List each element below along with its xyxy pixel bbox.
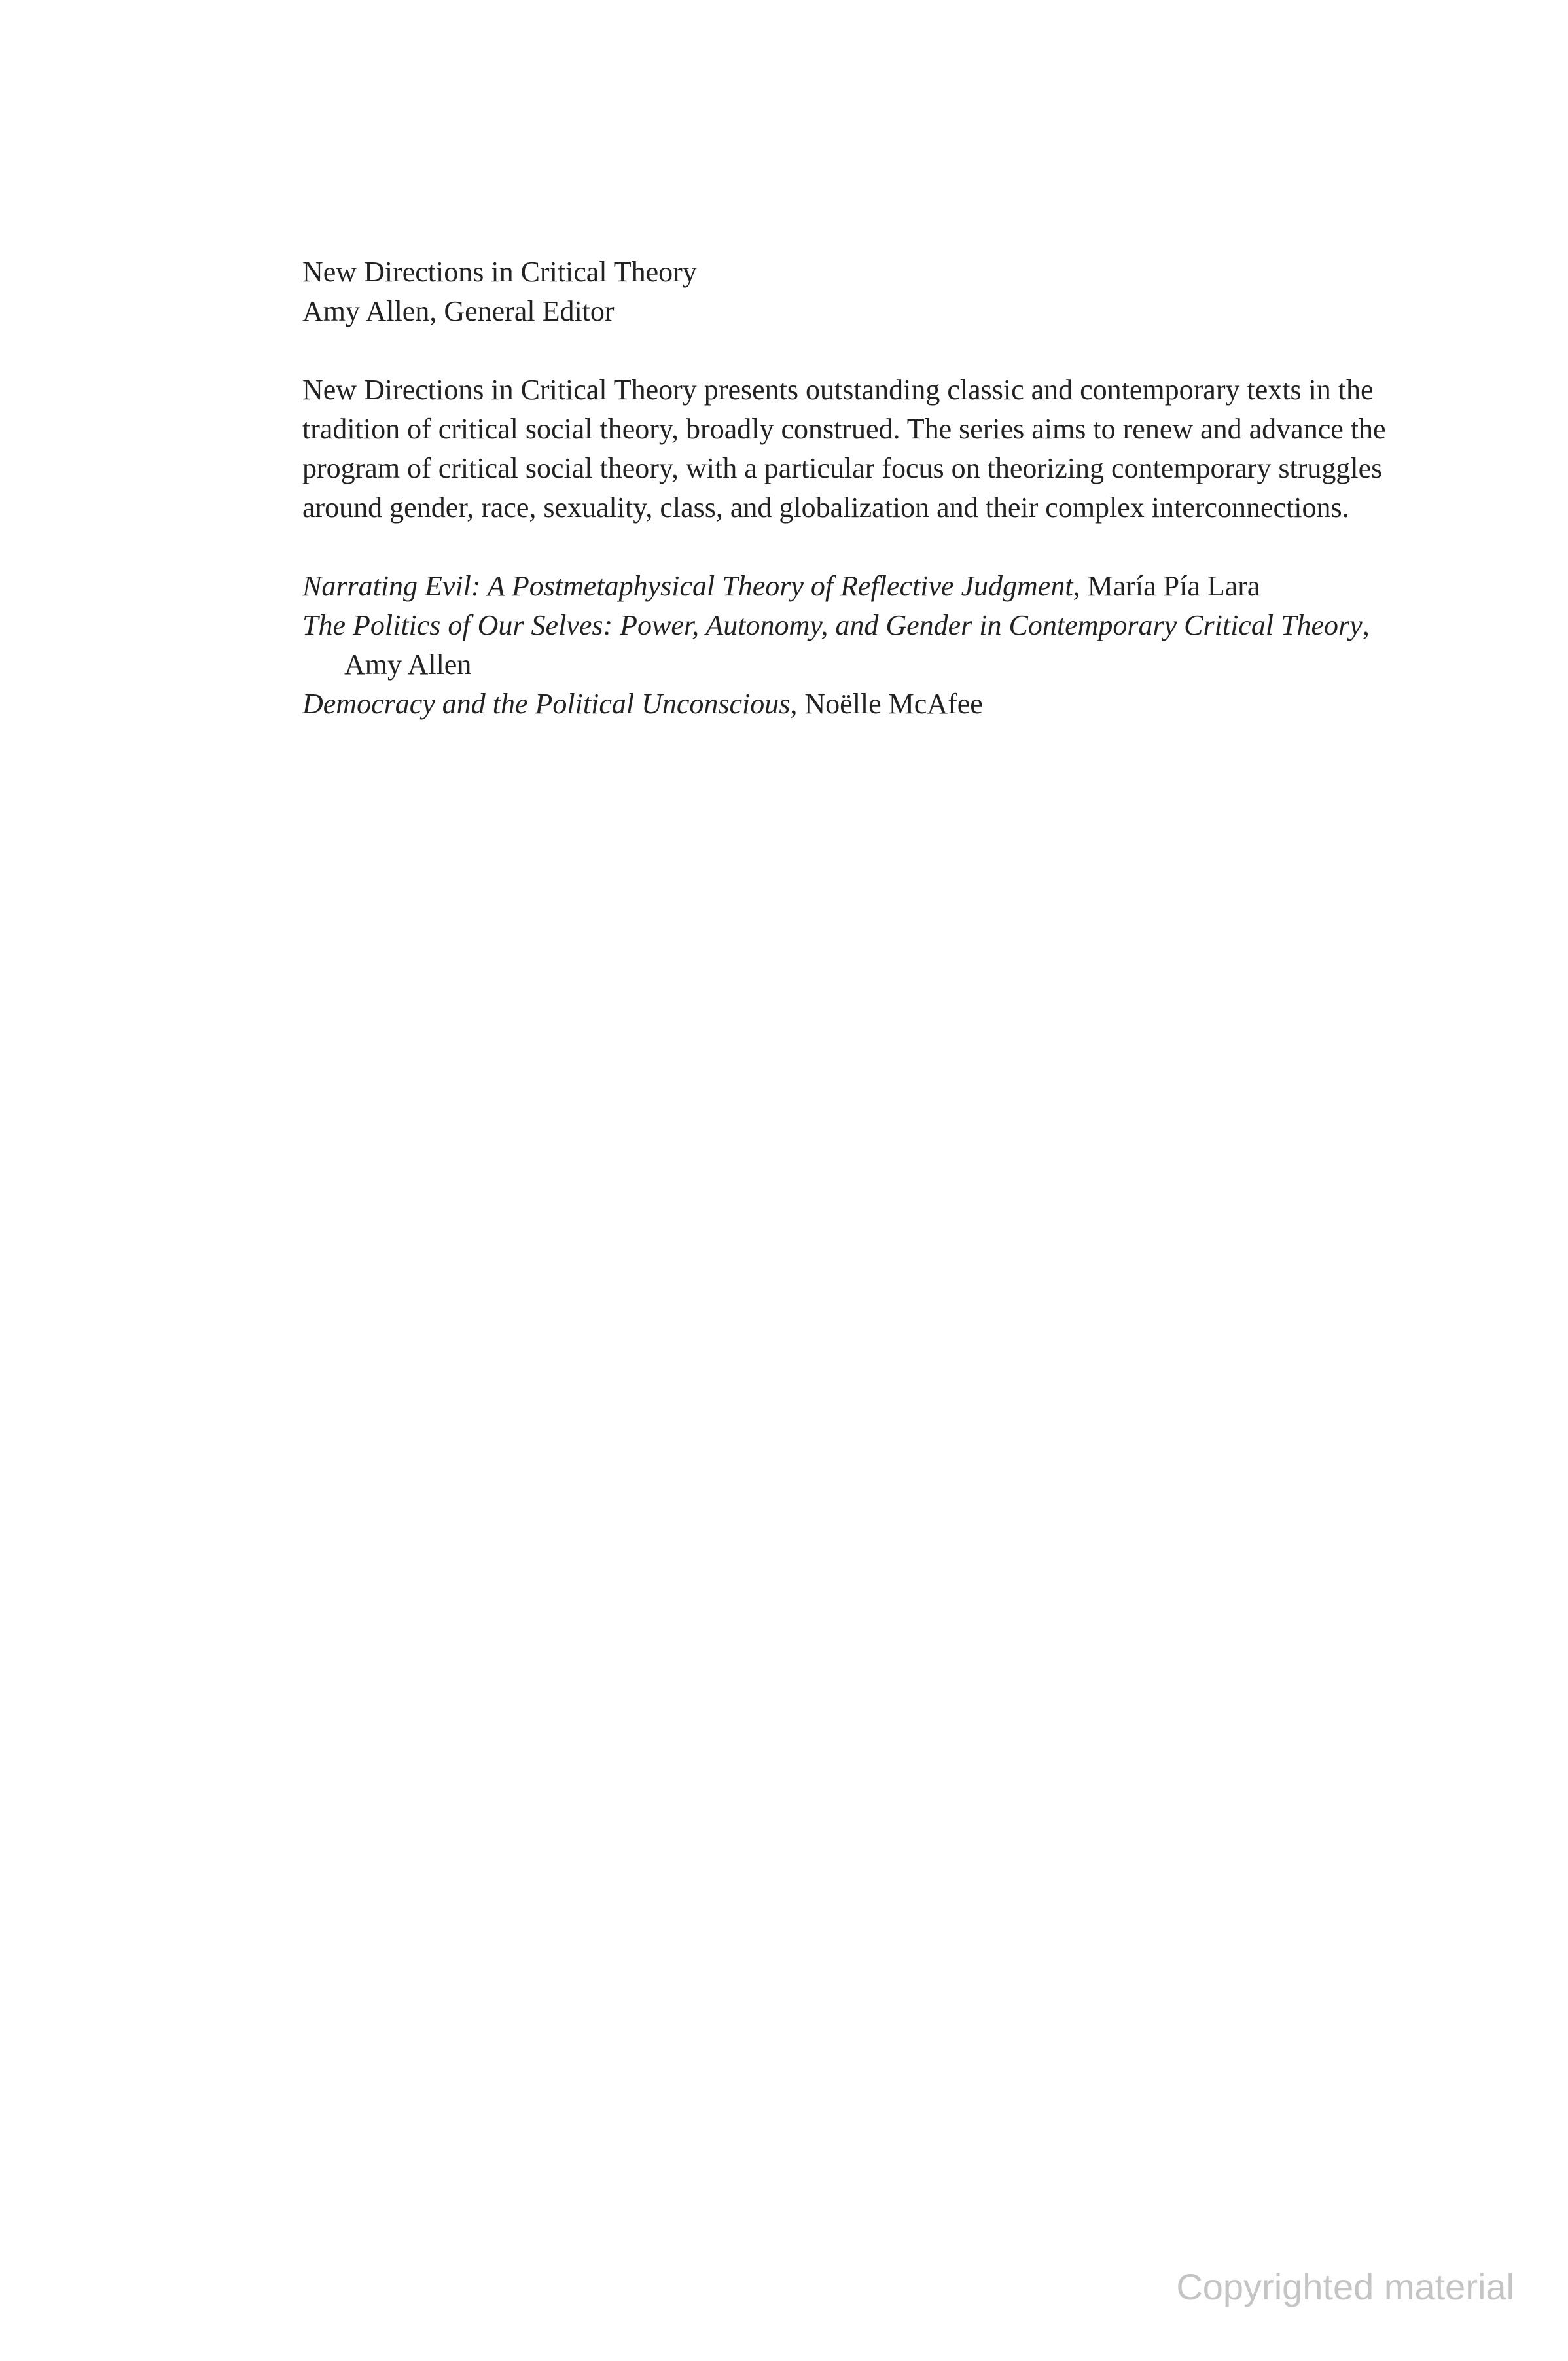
book-author: Noëlle McAfee xyxy=(804,688,983,720)
book-entry: Narrating Evil: A Postmetaphysical Theory of Reflective Judgment, María Pía Lara xyxy=(302,570,1260,602)
book-entry: Democracy and the Political Unconscious, Noëlle McAfee xyxy=(302,688,983,720)
series-editor: Amy Allen, General Editor xyxy=(302,295,615,327)
book-list xyxy=(302,567,1415,724)
book-author: María Pía Lara xyxy=(1087,570,1260,602)
book-author: Amy Allen xyxy=(344,648,472,681)
book-title: Democracy and the Political Unconscious xyxy=(302,688,791,720)
copyright-watermark: Copyrighted material xyxy=(1176,2266,1514,2307)
book-title: The Politics of Our Selves: Power, Autonomy, and Gender in Contemporary Critical Theory xyxy=(302,609,1363,641)
series-title: New Directions in Critical Theory xyxy=(302,256,697,288)
book-title: Narrating Evil: A Postmetaphysical Theory of Reflective Judgment xyxy=(302,570,1073,602)
series-header xyxy=(302,253,1415,331)
book-entry: The Politics of Our Selves: Power, Autonomy, and Gender in Contemporary Critical Theory, Amy Allen xyxy=(302,609,1370,681)
series-description: New Directions in Critical Theory presents outstanding classic and contemporary texts in the tradition of critical social theory, broadly construed. The series aims to renew and advance the program of critical social theory, with a particular focus on theorizing contemporary struggles around gender, race, sexuality, class, and globalization and their complex interconnections. xyxy=(302,374,1386,524)
series-page xyxy=(302,253,1415,724)
